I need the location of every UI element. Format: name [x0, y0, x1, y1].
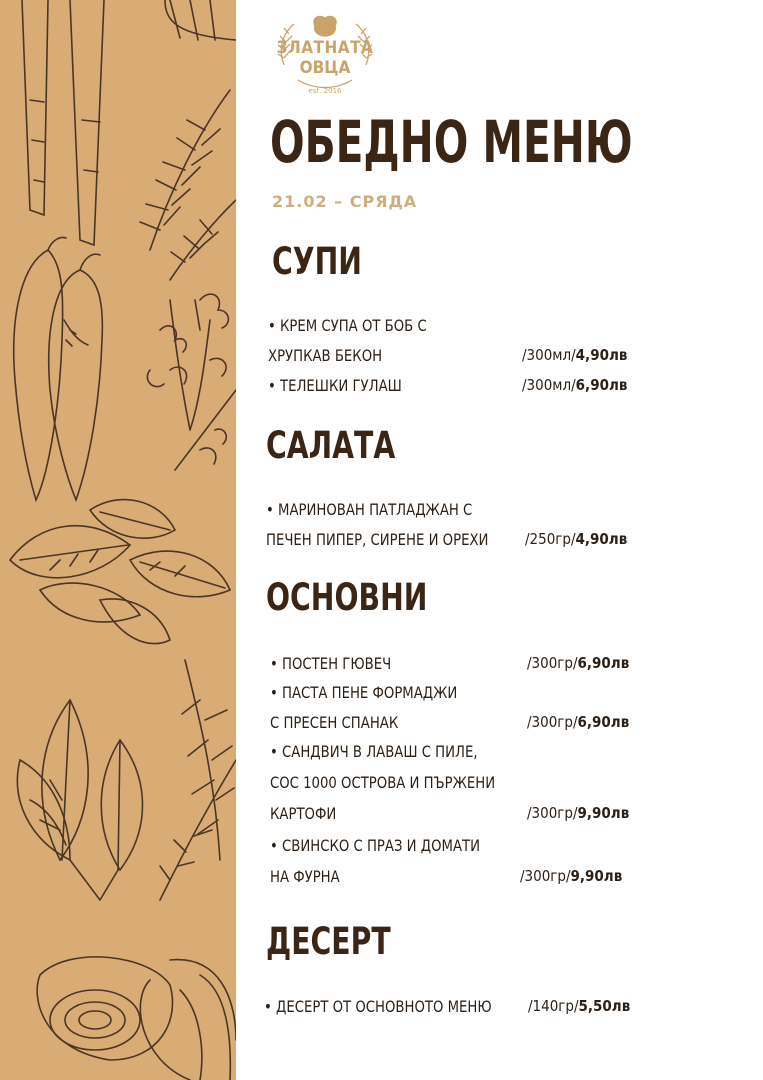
price-amount: 5,50лв: [578, 997, 631, 1015]
price-quantity: /300гр/: [527, 654, 578, 672]
section-heading-dessert: ДЕСЕРТ: [266, 920, 391, 963]
menu-item-line: ПЕЧЕН ПИПЕР, СИРЕНЕ И ОРЕХИ: [266, 530, 489, 549]
menu-item-line: • ПАСТА ПЕНЕ ФОРМАДЖИ: [270, 683, 458, 702]
price-quantity: /250гр/: [525, 530, 576, 548]
logo-name-line-1: ЗЛАТНАТА: [276, 38, 374, 58]
logo-name-line-2: ОВЦА: [299, 58, 351, 78]
herb-illustration: [0, 0, 236, 1080]
price-amount: 9,90лв: [577, 804, 630, 822]
menu-item-line: • ТЕЛЕШКИ ГУЛАШ: [268, 376, 402, 395]
menu-item-price: [520, 867, 622, 885]
price-quantity: /300гр/: [520, 867, 571, 885]
menu-item-line: • МАРИНОВАН ПАТЛАДЖАН С: [266, 500, 473, 519]
menu-item-line: С ПРЕСЕН СПАНАК: [270, 713, 399, 732]
price-amount: 9,90лв: [570, 867, 623, 885]
menu-item-line: КАРТОФИ: [270, 804, 337, 823]
price-amount: 4,90лв: [575, 346, 628, 364]
price-amount: 6,90лв: [577, 713, 630, 731]
menu-item-line: СОС 1000 ОСТРОВА И ПЪРЖЕНИ: [270, 773, 496, 792]
price-quantity: /300гр/: [527, 713, 578, 731]
menu-item-price: [528, 997, 630, 1015]
price-quantity: /300мл/: [522, 376, 576, 394]
price-quantity: /300мл/: [522, 346, 576, 364]
price-amount: 6,90лв: [577, 654, 630, 672]
menu-item-line: • СВИНСКО С ПРАЗ И ДОМАТИ: [270, 836, 481, 855]
price-amount: 4,90лв: [575, 530, 628, 548]
section-heading-mains: ОСНОВНИ: [266, 576, 428, 619]
price-amount: 6,90лв: [575, 376, 628, 394]
price-quantity: /300гр/: [527, 804, 578, 822]
section-heading-salad: САЛАТА: [266, 424, 396, 467]
menu-title: ОБЕДНО МЕНЮ: [270, 108, 633, 176]
section-heading-soups: СУПИ: [272, 240, 362, 283]
menu-item-price: [527, 804, 629, 822]
menu-item-price: [527, 654, 629, 672]
menu-item-price: [525, 530, 627, 548]
herb-illustration-panel: [0, 0, 236, 1080]
menu-item-line: • КРЕМ СУПА ОТ БОБ С: [268, 316, 427, 335]
menu-item-price: [527, 713, 629, 731]
menu-item-line: • ДЕСЕРТ ОТ ОСНОВНОТО МЕНЮ: [264, 997, 492, 1016]
menu-item-line: • САНДВИЧ В ЛАВАШ С ПИЛЕ,: [270, 742, 478, 761]
menu-item-price: [522, 346, 627, 364]
price-quantity: /140гр/: [528, 997, 579, 1015]
restaurant-logo: [270, 10, 380, 102]
menu-item-line: • ПОСТЕН ГЮВЕЧ: [270, 654, 392, 673]
logo-established: est. 2016: [308, 87, 342, 95]
menu-item-price: [522, 376, 627, 394]
menu-item-line: ХРУПКАВ БЕКОН: [268, 346, 383, 365]
menu-item-line: НА ФУРНА: [270, 867, 340, 886]
menu-date: 21.02 – СРЯДА: [272, 192, 418, 211]
